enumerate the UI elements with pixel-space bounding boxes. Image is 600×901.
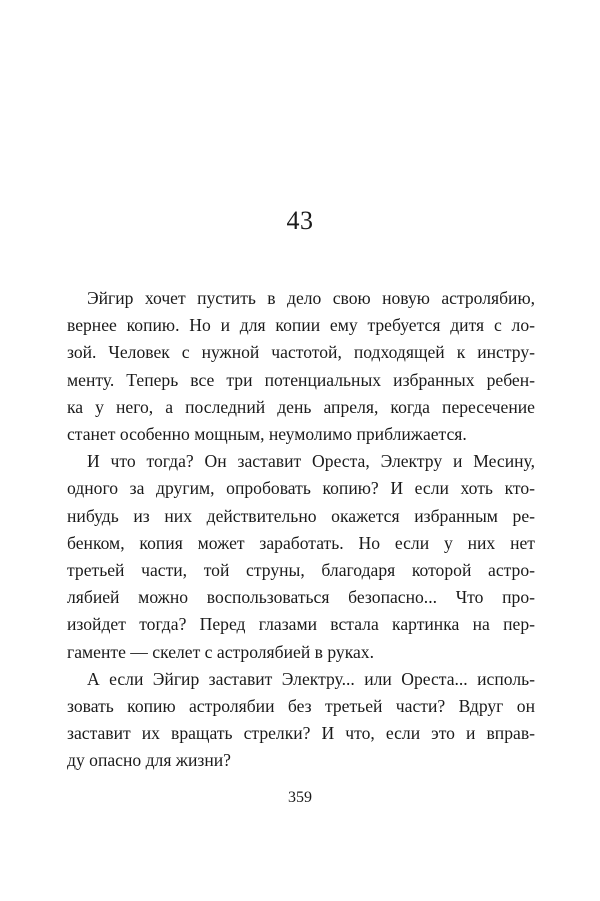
- text-line: зовать копию астролябии без третьей части? Вдруг он: [67, 696, 535, 717]
- text-line: зой. Человек с нужной частотой, подходящей к инстру-: [67, 342, 535, 363]
- text-line: заставит их вращать стрелки? И что, если это и вправ-: [67, 723, 535, 744]
- text-line: бенком, копия может заработать. Но если у них нет: [67, 532, 535, 553]
- chapter-number: 43: [286, 206, 314, 235]
- text-line: нибудь из них действительно окажется избранным ре-: [67, 505, 535, 526]
- text-line: менту. Теперь все три потенциальных избранных ребен-: [67, 369, 535, 390]
- text-line: одного за другим, опробовать копию? И если хоть кто-: [67, 478, 535, 499]
- text-line: И что тогда? Он заставит Ореста, Электру и Месину,: [87, 451, 535, 472]
- text-line: А если Эйгир заставит Электру... или Ореста... исполь-: [87, 668, 535, 689]
- paragraph: [67, 448, 535, 666]
- paragraph: [67, 666, 535, 775]
- text-line: третьей части, той струны, благодаря которой астро-: [67, 560, 535, 581]
- body-text: [67, 285, 535, 775]
- text-line: ду опасно для жизни?: [67, 750, 231, 771]
- text-line: изойдет тогда? Перед глазами встала картинка на пер-: [67, 614, 535, 635]
- paragraph: [67, 285, 535, 448]
- page-number: 359: [288, 789, 312, 806]
- text-line: лябией можно воспользоваться безопасно... Что про-: [67, 587, 535, 608]
- text-line: станет особенно мощным, неумолимо приближается.: [67, 424, 467, 445]
- text-line: ка у него, а последний день апреля, когда пересечение: [67, 396, 535, 417]
- text-line: Эйгир хочет пустить в дело свою новую астролябию,: [87, 288, 535, 308]
- text-line: вернее копию. Но и для копии ему требуется дитя с ло-: [67, 315, 535, 336]
- text-line: гаменте — скелет с астролябией в руках.: [67, 641, 374, 662]
